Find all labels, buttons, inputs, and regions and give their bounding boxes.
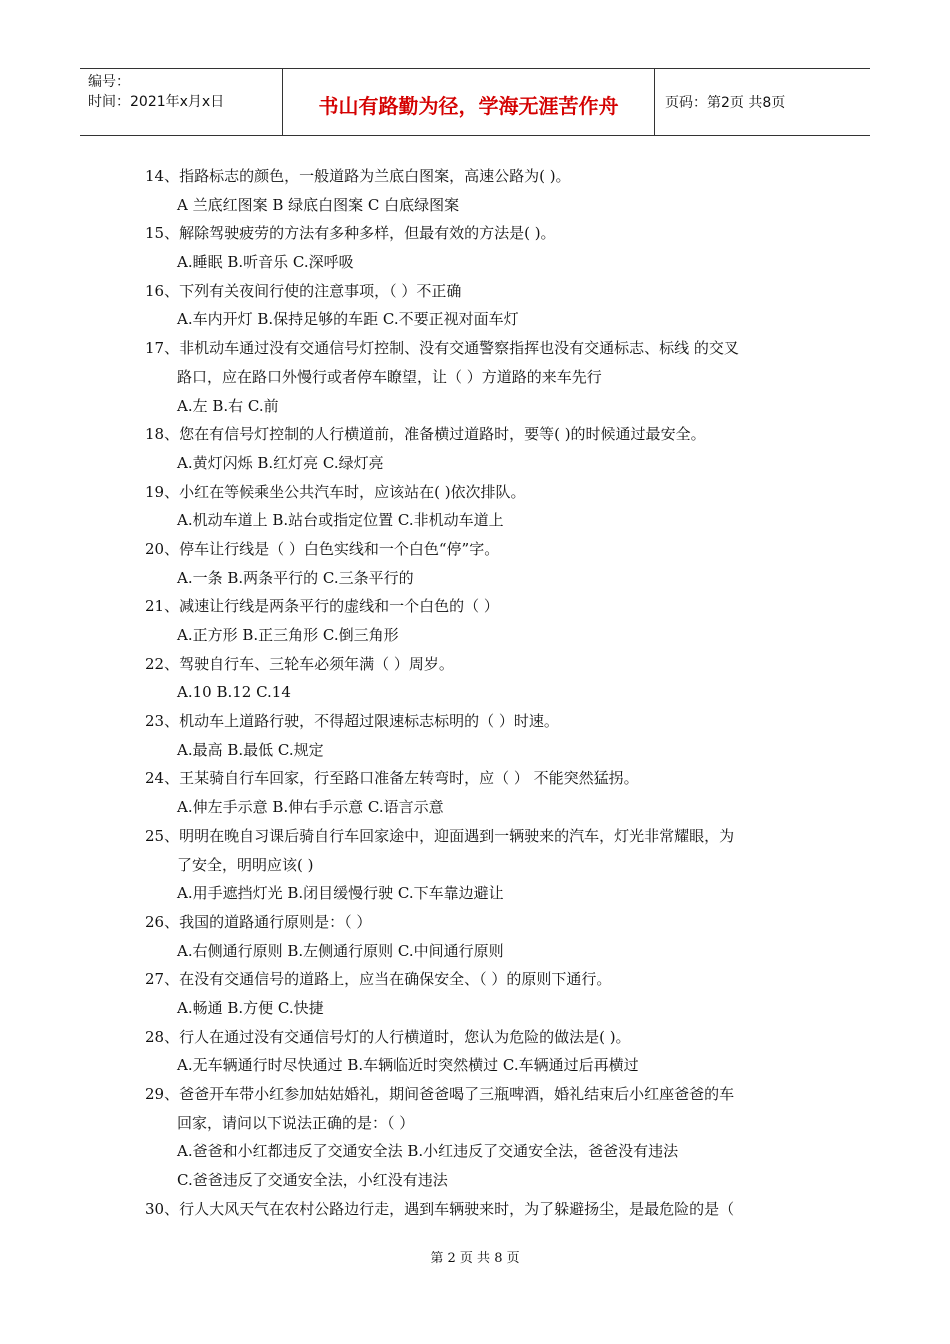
question-text: 30、行人大风天气在农村公路边行走，遇到车辆驶来时，为了躲避扬尘，是最危险的是（ <box>145 1199 735 1218</box>
answer-options: A.无车辆通行时尽快通过 B.车辆临近时突然横过 C.车辆通过后再横过 <box>177 1056 639 1075</box>
page-footer: 第 2 页 共 8 页 <box>430 1251 520 1266</box>
question-text: 25、明明在晚自习课后骑自行车回家途中，迎面遇到一辆驶来的汽车，灯光非常耀眼，为 <box>145 826 735 845</box>
question-text: 20、停车让行线是（ ）白色实线和一个白色“停”字。 <box>145 539 500 558</box>
question-text: 14、指路标志的颜色，一般道路为兰底白图案，高速公路为( )。 <box>145 167 571 185</box>
answer-options: A.正方形 B.正三角形 C.倒三角形 <box>177 626 399 644</box>
answer-options: A.黄灯闪烁 B.红灯亮 C.绿灯亮 <box>177 453 384 472</box>
question-text: 22、驾驶自行车、三轮车必须年满（ ）周岁。 <box>145 654 454 673</box>
answer-options: A.用手遮挡灯光 B.闭目缓慢行驶 C.下车靠边避让 <box>177 884 504 903</box>
time-label: 时间：2021年x月x日 <box>88 94 225 110</box>
header-page-info: 页码：第2页 共8页 <box>665 95 786 111</box>
answer-options: A.畅通 B.方便 C.快捷 <box>177 998 324 1017</box>
code-label: 编号： <box>88 74 130 90</box>
question-text: 18、您在有信号灯控制的人行横道前，准备横过道路时，要等( )的时候通过最安全。 <box>145 425 706 444</box>
answer-options: A.一条 B.两条平行的 C.三条平行的 <box>177 568 414 587</box>
header-meta <box>80 69 283 135</box>
question-text: 23、机动车上道路行驶，不得超过限速标志标明的（ ）时速。 <box>145 712 559 731</box>
question-text: 17、非机动车通过没有交通信号灯控制、没有交通警察指挥也没有交通标志、标线 的交叉 <box>145 339 739 358</box>
question-text: 21、减速让行线是两条平行的虚线和一个白色的（ ） <box>145 597 499 616</box>
question-text: 26、我国的道路通行原则是：（ ） <box>145 912 372 931</box>
answer-options: A.睡眠 B.听音乐 C.深呼吸 <box>177 253 354 272</box>
question-list <box>145 162 817 1223</box>
question-text: 19、小红在等候乘坐公共汽车时，应该站在( )依次排队。 <box>145 482 526 501</box>
answer-options: A.最高 B.最低 C.规定 <box>177 740 324 759</box>
question-text-continued: 了安全，明明应该( ) <box>177 855 314 874</box>
answer-options: A.机动车道上 B.站台或指定位置 C.非机动车道上 <box>177 511 504 530</box>
answer-options: A.右侧通行原则 B.左侧通行原则 C.中间通行原则 <box>177 941 504 960</box>
question-text: 24、王某骑自行车回家，行至路口准备左转弯时，应（ ） 不能突然猛拐。 <box>145 769 639 788</box>
question-text: 15、解除驾驶疲劳的方法有多种多样，但最有效的方法是( )。 <box>145 224 556 243</box>
question-text: 16、下列有关夜间行使的注意事项，（ ）不正确 <box>145 281 462 300</box>
answer-options: A.爸爸和小红都违反了交通安全法 B.小红违反了交通安全法，爸爸没有违法 <box>177 1142 679 1161</box>
question-text-continued: 路口，应在路口外慢行或者停车瞭望，让（ ）方道路的来车先行 <box>177 367 602 386</box>
answer-options: A 兰底红图案 B 绿底白图案 C 白底绿图案 <box>177 195 460 214</box>
page-header <box>80 68 870 136</box>
header-motto: 书山有路勤为径，学海无涯苦作舟 <box>283 69 655 135</box>
answer-options: C.爸爸违反了交通安全法，小红没有违法 <box>177 1171 448 1190</box>
question-text: 27、在没有交通信号的道路上，应当在确保安全、（ ）的原则下通行。 <box>145 970 612 989</box>
question-text: 28、行人在通过没有交通信号灯的人行横道时，您认为危险的做法是( )。 <box>145 1027 631 1046</box>
answer-options: A.左 B.右 C.前 <box>177 396 279 415</box>
answer-options: A.车内开灯 B.保持足够的车距 C.不要正视对面车灯 <box>177 310 519 329</box>
question-text: 29、爸爸开车带小红参加姑姑婚礼，期间爸爸喝了三瓶啤酒，婚礼结束后小红座爸爸的车 <box>145 1085 735 1103</box>
answer-options: A.伸左手示意 B.伸右手示意 C.语言示意 <box>177 798 444 817</box>
question-text-continued: 回家，请问以下说法正确的是：（ ） <box>177 1113 415 1132</box>
answer-options: A.10 B.12 C.14 <box>177 683 291 702</box>
